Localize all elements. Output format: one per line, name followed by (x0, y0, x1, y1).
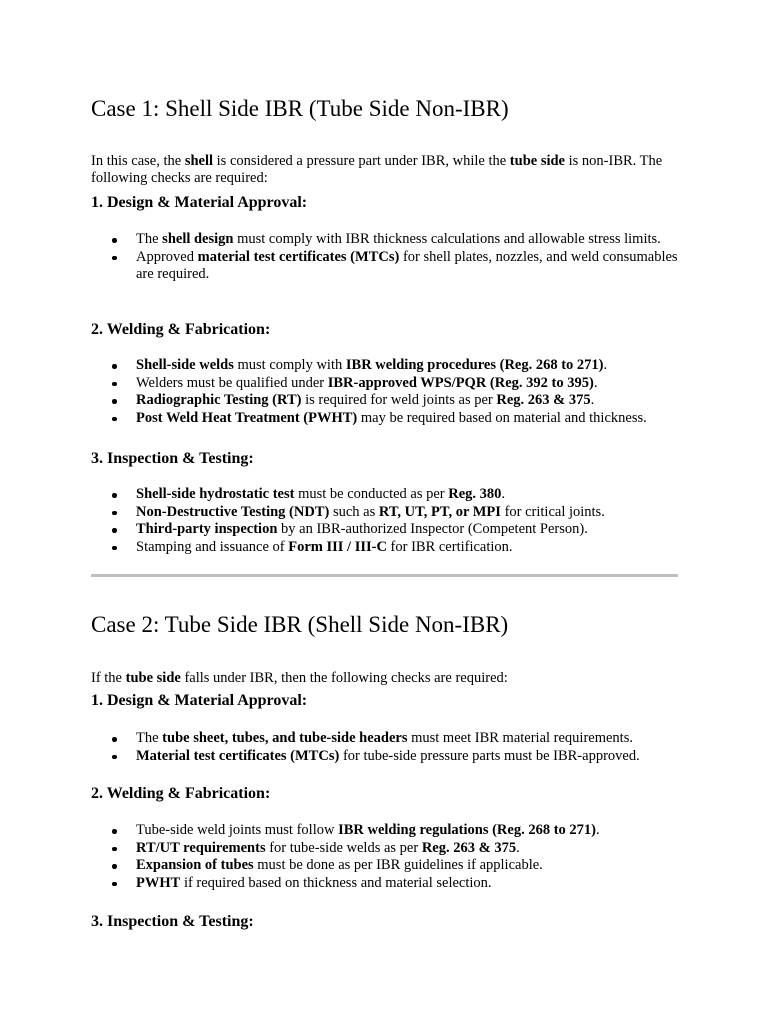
list-item (136, 486, 691, 504)
case1-title: Case 1: Shell Side IBR (Tube Side Non-IBR) (91, 96, 509, 121)
bold-text: Non-Destructive Testing (NDT) (136, 503, 330, 520)
bold-text: Reg. 263 & 375 (421, 839, 517, 856)
text-run: must meet IBR material requirements. (407, 730, 633, 746)
text-run: is non-IBR. The following checks are required: (91, 152, 663, 186)
section-divider (91, 574, 678, 577)
case1-section2-heading: 2. Welding & Fabrication: (91, 321, 271, 338)
case2-intro (91, 670, 681, 688)
bold-text: Expansion of tubes (136, 857, 254, 873)
text-run: Approved (136, 248, 198, 265)
bold-text: Shell-side hydrostatic test (136, 486, 295, 502)
text-run: such as (329, 503, 379, 520)
list-item (136, 249, 691, 284)
text-run: Stamping and issuance of (136, 538, 289, 555)
bold-text: Reg. 263 & 375 (496, 392, 591, 408)
text-run: for critical joints. (500, 503, 605, 520)
list-item (136, 748, 691, 766)
text-run: . (516, 839, 520, 856)
text-run: The (136, 231, 163, 247)
bold-text: Shell-side welds (136, 357, 234, 373)
list-item (136, 840, 691, 858)
list-item (136, 375, 691, 393)
text-run: must be done as per IBR guidelines if applicable. (253, 857, 543, 873)
text-run: Welders must be qualified under (136, 374, 328, 391)
bold-text: Material test certificates (MTCs) (136, 747, 340, 764)
list-item (136, 410, 691, 428)
bold-text: IBR welding procedures (Reg. 268 to 271) (345, 357, 604, 373)
case1-section3-list (91, 486, 691, 556)
case1-section2-list (91, 357, 691, 427)
text-run: by an IBR-authorized Inspector (Competent Person). (277, 521, 588, 537)
case2-section3-heading: 3. Inspection & Testing: (91, 913, 254, 930)
bold-text: Form III / III-C (288, 538, 387, 555)
bold-text: tube side (509, 152, 565, 169)
list-item (136, 504, 691, 522)
bold-text: Radiographic Testing (RT) (136, 392, 302, 408)
case2-section1-heading: 1. Design & Material Approval: (91, 692, 308, 709)
list-item (136, 231, 691, 249)
case2-section2-heading: 2. Welding & Fabrication: (91, 785, 271, 802)
text-run: . (593, 374, 598, 391)
text-run: falls under IBR, then the following checks are required: (180, 669, 508, 686)
bold-text: RT, UT, PT, or MPI (378, 503, 501, 520)
bold-text: IBR-approved WPS/PQR (Reg. 392 to 395) (327, 374, 594, 391)
text-run: for shell plates, nozzles, and weld consumables are required. (136, 248, 678, 282)
case1-section1-list (91, 231, 691, 284)
text-run: . (603, 357, 608, 373)
bold-text: RT/UT requirements (136, 839, 266, 856)
text-run: must comply with IBR thickness calculations and allowable stress limits. (233, 231, 661, 247)
case1-section1-heading: 1. Design & Material Approval: (91, 194, 308, 211)
case1-section3-heading: 3. Inspection & Testing: (91, 450, 254, 467)
text-run: Tube-side weld joints must follow (136, 822, 339, 838)
bold-text: tube sheet, tubes, and tube-side headers (162, 730, 408, 746)
text-run: The (136, 730, 163, 746)
text-run: . (590, 392, 595, 408)
text-run: . (501, 486, 506, 502)
text-run: is considered a pressure part under IBR, while the (213, 152, 510, 169)
bold-text: Third-party inspection (136, 521, 278, 537)
bold-text: material test certificates (MTCs) (197, 248, 400, 265)
bold-text: PWHT (136, 874, 181, 891)
text-run: may be required based on material and thickness. (357, 409, 647, 426)
list-item (136, 875, 691, 893)
case2-section2-list (91, 822, 691, 892)
bold-text: shell design (162, 231, 234, 247)
text-run: If the (91, 669, 126, 686)
text-run: is required for weld joints as per (301, 392, 497, 408)
case2-section1-list (91, 730, 691, 765)
list-item (136, 539, 691, 557)
list-item (136, 822, 691, 840)
text-run: . (596, 822, 600, 838)
list-item (136, 521, 691, 539)
text-run: must comply with (233, 357, 346, 373)
bold-text: Post Weld Heat Treatment (PWHT) (136, 409, 358, 426)
list-item (136, 357, 691, 375)
bold-text: IBR welding regulations (Reg. 268 to 271) (338, 822, 596, 838)
text-run: if required based on thickness and material selection. (180, 874, 492, 891)
bold-text: Reg. 380 (448, 486, 502, 502)
case1-intro (91, 153, 681, 188)
text-run: for tube-side pressure parts must be IBR-approved. (339, 747, 640, 764)
bold-text: shell (184, 152, 214, 169)
text-run: for tube-side welds as per (265, 839, 422, 856)
list-item (136, 730, 691, 748)
text-run: In this case, the (91, 152, 185, 169)
text-run: must be conducted as per (294, 486, 449, 502)
list-item (136, 392, 691, 410)
case2-title: Case 2: Tube Side IBR (Shell Side Non-IBR) (91, 612, 509, 637)
list-item (136, 857, 691, 875)
bold-text: tube side (125, 669, 181, 686)
text-run: for IBR certification. (386, 538, 513, 555)
